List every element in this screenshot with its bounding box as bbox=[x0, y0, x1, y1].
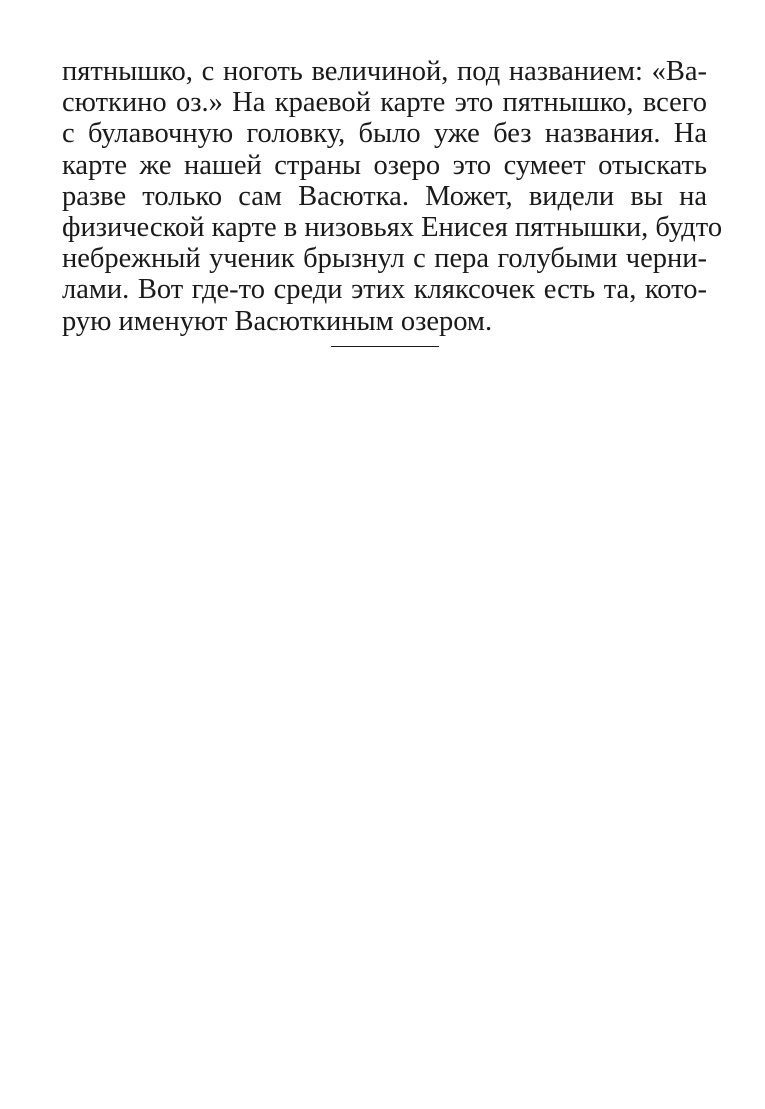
text-line: с булавочную головку, было уже без названия. На bbox=[62, 118, 707, 150]
text-line: карте же нашей страны озеро это сумеет отыскать bbox=[62, 149, 707, 181]
text-line: лами. Вот где-то среди этих кляксочек есть та, кото- bbox=[62, 274, 707, 306]
text-line: рую именуют Васюткиным озером. bbox=[62, 305, 493, 337]
text-line: сюткино оз.» На краевой карте это пятнышко, всего bbox=[62, 87, 707, 119]
body-paragraph bbox=[62, 56, 723, 337]
text-line: небрежный ученик брызнул с пера голубыми черни- bbox=[62, 243, 707, 275]
section-end-rule bbox=[331, 346, 439, 347]
text-line: разве только сам Васютка. Может, видели вы на bbox=[62, 180, 707, 212]
text-line: пятнышко, с ноготь величиной, под названием: «Ва- bbox=[62, 56, 707, 87]
text-line: физической карте в низовьях Енисея пятнышки, будто bbox=[62, 211, 723, 243]
